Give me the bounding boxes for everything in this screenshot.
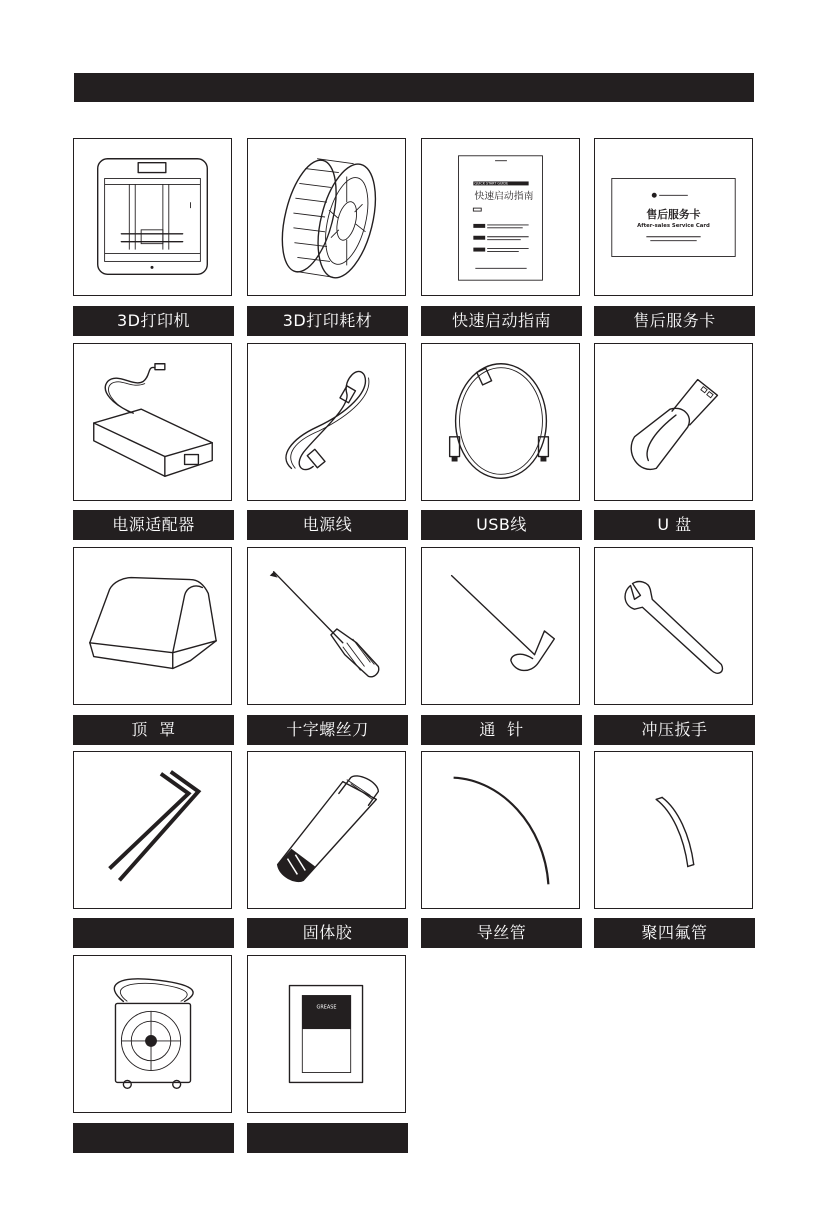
service-card-icon: [595, 139, 752, 295]
printer-icon: [74, 139, 231, 295]
quick-guide-booklet-icon: [422, 139, 579, 295]
filament-tile: [247, 138, 406, 296]
guide-title: 快速启动指南: [474, 191, 534, 203]
unclog-needle-icon: [422, 548, 579, 704]
guide-tube-icon: [422, 752, 579, 908]
ptfe-tube-icon: [595, 752, 752, 908]
item-label-blank-3: [247, 1123, 408, 1153]
unclog-needle-tile: [421, 547, 580, 705]
wrench-tile: [594, 547, 753, 705]
fan-tile: [73, 955, 232, 1113]
item-label-quick-guide: 快速启动指南: [421, 306, 582, 336]
service-card-tile: [594, 138, 753, 296]
hex-keys-icon: [74, 752, 231, 908]
service-card-subtitle: After-sales Service Card: [637, 222, 710, 229]
item-label-service-card: 售后服务卡: [594, 306, 755, 336]
grease-packet-icon: [248, 956, 405, 1112]
grease-tile: [247, 955, 406, 1113]
power-cord-icon: [248, 344, 405, 500]
item-label-wrench: 冲压扳手: [594, 715, 755, 745]
item-label-ptfe-tube: 聚四氟管: [594, 918, 755, 948]
item-label-blank-1: [73, 918, 234, 948]
service-card-title: 售后服务卡: [646, 207, 701, 221]
grease-label: GREASE: [316, 1004, 337, 1011]
ptfe-tube-tile: [594, 751, 753, 909]
item-label-blank-2: [73, 1123, 234, 1153]
screwdriver-icon: [248, 548, 405, 704]
item-label-filament: 3D打印耗材: [247, 306, 408, 336]
usb-cable-icon: [422, 344, 579, 500]
fan-icon: [74, 956, 231, 1112]
power-adapter-icon: [74, 344, 231, 500]
power-adapter-tile: [73, 343, 232, 501]
item-label-usb-drive: U 盘: [594, 510, 755, 540]
item-label-power-cord: 电源线: [247, 510, 408, 540]
item-label-screwdriver: 十字螺丝刀: [247, 715, 408, 745]
usb-drive-icon: [595, 344, 752, 500]
item-label-top-cover: 顶 罩: [73, 715, 234, 745]
wrench-icon: [595, 548, 752, 704]
printer-tile: [73, 138, 232, 296]
item-label-unclog-needle: 通 针: [421, 715, 582, 745]
guide-subtitle: QUICK START GUIDE: [474, 181, 509, 186]
item-label-guide-tube: 导丝管: [421, 918, 582, 948]
glue-stick-tile: [247, 751, 406, 909]
power-cord-tile: [247, 343, 406, 501]
guide-tube-tile: [421, 751, 580, 909]
top-cover-icon: [74, 548, 231, 704]
quick-guide-tile: [421, 138, 580, 296]
top-cover-tile: [73, 547, 232, 705]
hex-keys-tile: [73, 751, 232, 909]
item-label-printer: 3D打印机: [73, 306, 234, 336]
item-label-power-adapter: 电源适配器: [73, 510, 234, 540]
filament-spool-icon: [248, 139, 405, 295]
screwdriver-tile: [247, 547, 406, 705]
usb-drive-tile: [594, 343, 753, 501]
item-label-glue-stick: 固体胶: [247, 918, 408, 948]
header-bar: [74, 73, 754, 102]
usb-cable-tile: [421, 343, 580, 501]
item-label-usb-cable: USB线: [421, 510, 582, 540]
glue-stick-icon: [248, 752, 405, 908]
